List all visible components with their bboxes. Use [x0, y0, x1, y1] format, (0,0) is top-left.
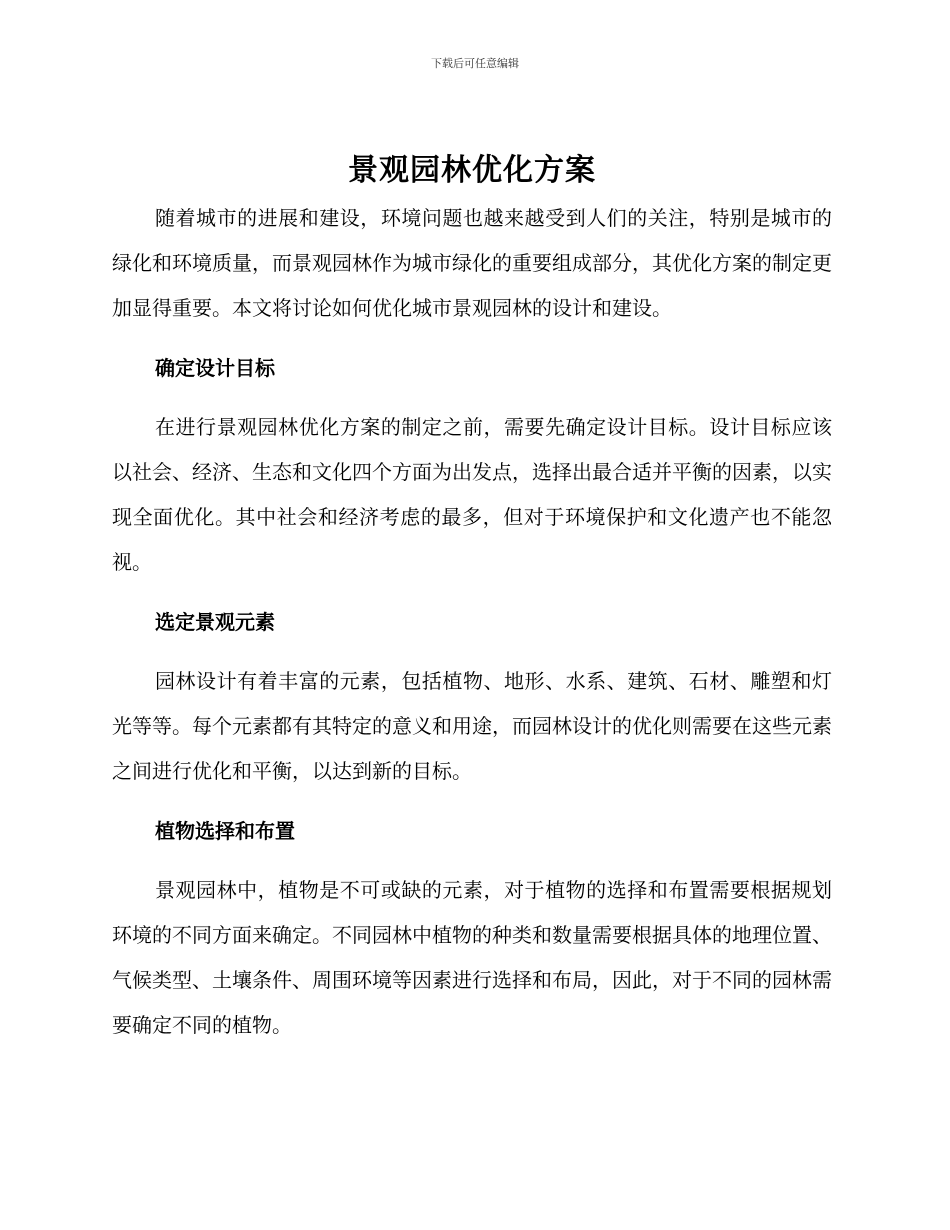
section-heading: 植物选择和布置 — [155, 819, 295, 843]
section-paragraph: 景观园林中，植物是不可或缺的元素，对于植物的选择和布置需要根据规划环境的不同方面来确定。不同园林中植物的种类和数量需要根据具体的地理位置、气候类型、土壤条件、周围环境等因素进行选择和布局，因此，对于不同的园林需要确定不同的植物。 — [112, 878, 832, 1037]
section-landscape-elements — [112, 603, 832, 794]
section-plant-selection — [112, 812, 832, 1048]
section-paragraph: 在进行景观园林优化方案的制定之前，需要先确定设计目标。设计目标应该以社会、经济、生态和文化四个方面为出发点，选择出最合适并平衡的因素，以实现全面优化。其中社会和经济考虑的最多，但对于环境保护和文化遗产也不能忽视。 — [112, 415, 832, 574]
intro-paragraph: 随着城市的进展和建设，环境问题也越来越受到人们的关注，特别是城市的绿化和环境质量，而景观园林作为城市绿化的重要组成部分，其优化方案的制定更加显得重要。本文将讨论如何优化城市景观园林的设计和建设。 — [112, 206, 832, 320]
document-title: 景观园林优化方案 — [348, 153, 596, 188]
header-note: 下载后可任意编辑 — [431, 57, 519, 70]
section-heading: 确定设计目标 — [155, 356, 275, 380]
section-paragraph: 园林设计有着丰富的元素，包括植物、地形、水系、建筑、石材、雕塑和灯光等等。每个元素都有其特定的意义和用途，而园林设计的优化则需要在这些元素之间进行优化和平衡，以达到新的目标。 — [112, 669, 832, 783]
document-body — [112, 148, 832, 1066]
section-design-goals — [112, 349, 832, 585]
section-heading: 选定景观元素 — [155, 610, 275, 634]
